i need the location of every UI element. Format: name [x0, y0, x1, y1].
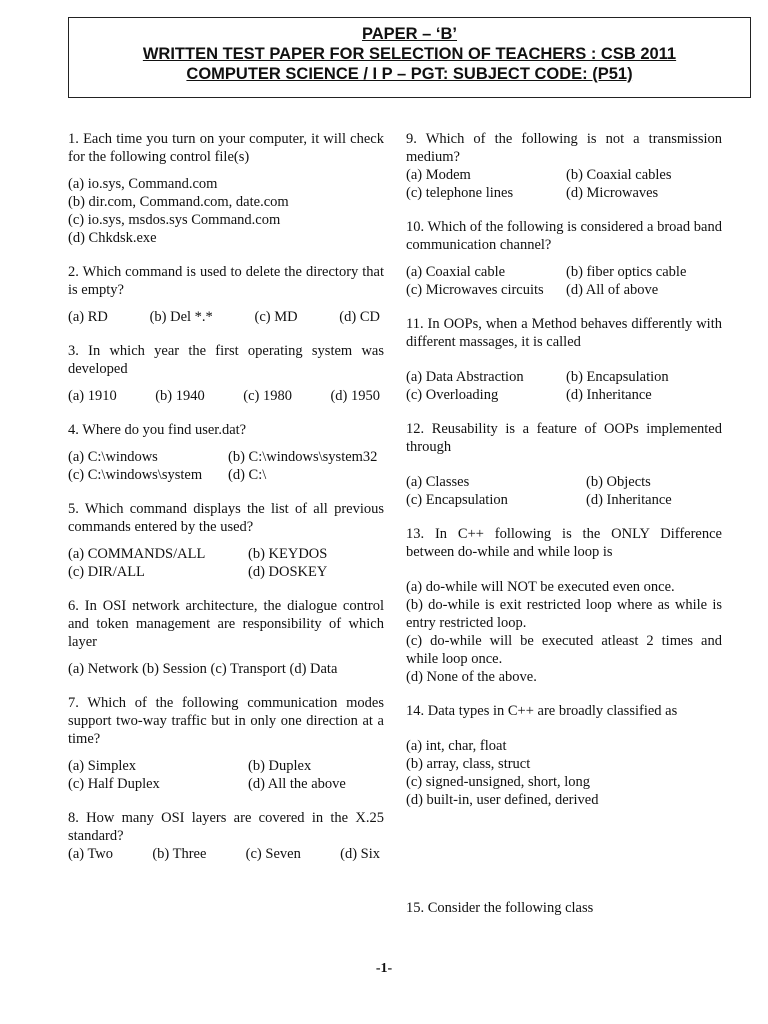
question-5-options: [68, 545, 384, 581]
paper-title: PAPER – ‘B’: [361, 25, 458, 43]
question-7-options: [68, 757, 384, 793]
option: (c) DIR/ALL: [68, 564, 145, 580]
question-3-options: [68, 387, 384, 405]
option: (c) MD: [254, 309, 298, 325]
paper-subtitle: WRITTEN TEST PAPER FOR SELECTION OF TEACHERS : CSB 2011: [142, 45, 677, 63]
option: (d) Six: [340, 846, 380, 862]
question-13-options: [406, 578, 722, 686]
question-8-options: [68, 845, 384, 863]
option: (c) Seven: [245, 846, 301, 862]
left-column: [68, 130, 384, 879]
option: (b) Three: [152, 846, 207, 862]
option: (a) do-while will NOT be executed even once.: [406, 579, 675, 595]
option: (b) Coaxial cables: [566, 167, 672, 183]
option: (d) All of above: [566, 282, 659, 298]
option: (d) All the above: [248, 776, 346, 792]
option: (c) Encapsulation: [406, 492, 508, 508]
option: (a) Modem: [406, 167, 471, 183]
question-12: 12. Reusability is a feature of OOPs implemented through: [406, 421, 722, 455]
option: (c) 1980: [243, 388, 292, 404]
question-13: 13. In C++ following is the ONLY Difference between do-while and while loop is: [406, 526, 722, 560]
option: (b) Del *.*: [149, 309, 213, 325]
option: (a) Data Abstraction: [406, 369, 524, 385]
question-2: 2. Which command is used to delete the directory that is empty?: [68, 264, 384, 298]
option: (a) C:\windows: [68, 449, 158, 465]
option: (a) Two: [68, 846, 114, 862]
question-4: 4. Where do you find user.dat?: [68, 422, 247, 438]
question-14: 14. Data types in C++ are broadly classified as: [406, 703, 678, 719]
option: (b) Encapsulation: [566, 369, 669, 385]
option: (d) Inheritance: [566, 387, 652, 403]
subject-code: COMPUTER SCIENCE / I P – PGT: SUBJECT CODE: (P51): [186, 65, 633, 83]
question-10-options: [406, 263, 722, 299]
option: (a) Simplex: [68, 758, 137, 774]
question-9: 9. Which of the following is not a transmission medium?: [406, 131, 722, 165]
option: (d) DOSKEY: [248, 564, 328, 580]
option: (c) Overloading: [406, 387, 499, 403]
option: (a) RD: [68, 309, 108, 325]
question-11: 11. In OOPs, when a Method behaves differently with different massages, it is called: [406, 316, 722, 350]
option: (b) dir.com, Command.com, date.com: [68, 194, 289, 210]
option: (c) telephone lines: [406, 185, 514, 201]
question-5: 5. Which command displays the list of all previous commands entered by the used?: [68, 501, 384, 535]
option: (d) Microwaves: [566, 185, 659, 201]
question-9-options: [406, 166, 722, 202]
question-2-options: [68, 308, 384, 326]
question-12-options: [406, 473, 722, 509]
option: (b) fiber optics cable: [566, 264, 687, 280]
option: (d) Inheritance: [586, 492, 672, 508]
option: (d) 1950: [330, 388, 380, 404]
question-10: 10. Which of the following is considered a broad band communication channel?: [406, 219, 722, 253]
option: (b) 1940: [155, 388, 205, 404]
question-3: 3. In which year the first operating system was developed: [68, 343, 384, 377]
question-8: 8. How many OSI layers are covered in the X.25 standard?: [68, 810, 384, 844]
option: (c) Microwaves circuits: [406, 282, 544, 298]
question-11-options: [406, 368, 722, 404]
option: (b) array, class, struct: [406, 756, 531, 772]
option: (d) None of the above.: [406, 669, 537, 685]
option: (b) Duplex: [248, 758, 312, 774]
option: (a) Coaxial cable: [406, 264, 506, 280]
question-7: 7. Which of the following communication modes support two-way traffic but in only one direction at a time?: [68, 695, 384, 747]
option: (c) signed-unsigned, short, long: [406, 774, 591, 790]
option: (c) do-while will be executed atleast 2 times and while loop once.: [406, 633, 722, 667]
option: (a) 1910: [68, 388, 117, 404]
option: (b) Objects: [586, 474, 651, 490]
question-1: 1. Each time you turn on your computer, it will check for the following control file(s): [68, 131, 384, 165]
question-15: 15. Consider the following class: [406, 900, 594, 916]
option: (a) COMMANDS/ALL: [68, 546, 206, 562]
option: (b) KEYDOS: [248, 546, 328, 562]
option: (a) int, char, float: [406, 738, 507, 754]
option: (a) Network (b) Session (c) Transport (d) Data: [68, 661, 338, 677]
option: (d) Chkdsk.exe: [68, 230, 157, 246]
option: (c) io.sys, msdos.sys Command.com: [68, 212, 281, 228]
option: (d) built-in, user defined, derived: [406, 792, 599, 808]
page-number: -1-: [375, 961, 393, 976]
option: (a) io.sys, Command.com: [68, 176, 218, 192]
question-6-options: [68, 660, 384, 678]
paper-header: [68, 17, 751, 98]
option: (a) Classes: [406, 474, 470, 490]
option: (c) Half Duplex: [68, 776, 160, 792]
option: (d) C:\: [228, 467, 267, 483]
question-14-options: [406, 737, 722, 809]
question-1-options: [68, 175, 384, 247]
right-column: [406, 130, 722, 926]
option: (b) do-while is exit restricted loop where as while is entry restricted loop.: [406, 597, 722, 631]
question-4-options: [68, 448, 384, 484]
question-6: 6. In OSI network architecture, the dialogue control and token management are responsibility of which layer: [68, 598, 384, 650]
option: (d) CD: [339, 309, 380, 325]
option: (b) C:\windows\system32: [228, 449, 378, 465]
option: (c) C:\windows\system: [68, 467, 203, 483]
